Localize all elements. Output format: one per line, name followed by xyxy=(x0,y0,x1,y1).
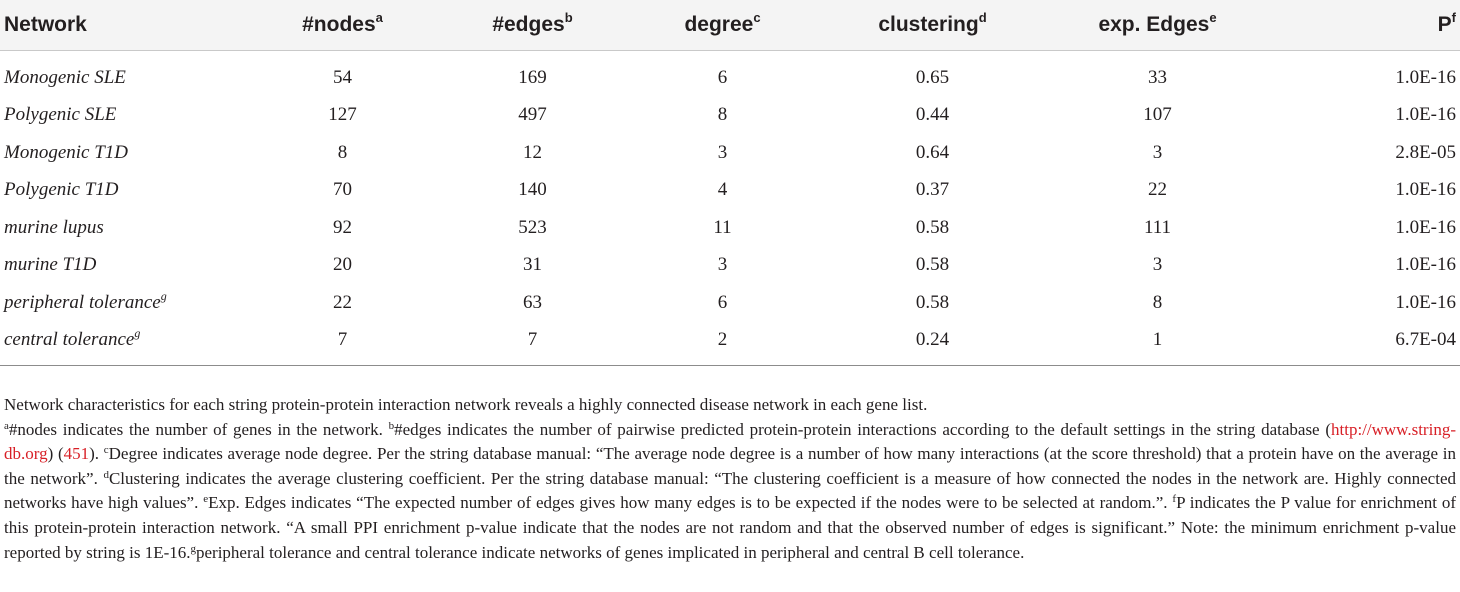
cell-exp-edges: 1 xyxy=(1050,322,1265,366)
cell-edges: 140 xyxy=(518,179,547,201)
footnote-b-text-3: ). xyxy=(89,444,104,464)
cell-network: central tolerance$^g$ xyxy=(0,322,250,366)
cell-edges: 169 xyxy=(518,66,547,88)
cell-p: 1.0E-16 xyxy=(1395,216,1456,238)
footnote-d: Clustering indicates the average clustering coefficient. Per the string database manual: “The clustering coefficient is a measure of how connected the nodes in the network are. Highly connected networks have high values”. xyxy=(4,468,1456,513)
cell-degree: 6 xyxy=(717,66,728,88)
table-caption: Network characteristics for each string protein-protein interaction network reveals a highly connected disease network in each gene list. xyxy=(4,395,928,414)
cell-network: murine lupus xyxy=(4,216,104,238)
footnote-a-mark: a xyxy=(4,419,9,432)
cell-clustering: 0.65 xyxy=(915,66,950,88)
cell-nodes: 20 xyxy=(333,254,352,276)
table-row xyxy=(0,172,1460,210)
footnote-a: #nodes indicates the number of genes in the network. xyxy=(8,419,389,439)
table-row xyxy=(0,97,1460,135)
cell-degree: 6 xyxy=(717,291,728,313)
cell-p: 1.0E-16 xyxy=(1395,104,1456,126)
cell-edges: 523 xyxy=(518,216,547,238)
cell-edges: 12 xyxy=(523,141,542,163)
cell-p: 6.7E-04 xyxy=(1265,322,1460,366)
cell-clustering: 0.44 xyxy=(915,104,950,126)
table-header-row xyxy=(0,0,1460,51)
cell-edges: 7 xyxy=(435,322,630,366)
cell-network: peripheral tolerance$^g$ xyxy=(4,288,167,313)
cell-exp-edges: 111 xyxy=(1143,216,1172,238)
cell-clustering: 0.24 xyxy=(815,322,1050,366)
cell-nodes: 70 xyxy=(333,179,352,201)
cell-edges: 31 xyxy=(523,254,542,276)
header-p: $P^f$ xyxy=(1265,0,1460,51)
cell-network: Polygenic SLE xyxy=(4,104,117,126)
header-exp-edges: exp. Edges$^e$ xyxy=(1050,0,1265,51)
footnote-c-mark: c xyxy=(103,444,109,457)
footnote-f: P indicates the P value for enrichment of this protein-protein interaction network. “A small PPI enrichment p-value indicate that the nodes are not random and that the observed number of edges is significant.” Note: the minimum enrichment p-value reported by string is 1E-16. xyxy=(4,493,1456,562)
header-clustering: clustering$^d$ xyxy=(815,0,1050,51)
table-row xyxy=(0,134,1460,172)
footnote-e-mark: e xyxy=(203,493,209,506)
cell-clustering: 0.58 xyxy=(915,254,950,276)
cell-edges: 497 xyxy=(518,104,547,126)
cell-degree: 3 xyxy=(717,141,728,163)
cell-nodes: 92 xyxy=(333,216,352,238)
cell-p: 1.0E-16 xyxy=(1395,291,1456,313)
footnote-block xyxy=(4,418,1456,566)
cell-nodes: 54 xyxy=(333,66,352,88)
footnote-mark: g xyxy=(160,288,167,303)
cell-p: 1.0E-16 xyxy=(1395,254,1456,276)
footnote-g: peripheral tolerance and central tolerance indicate networks of genes implicated in peripheral and central B cell tolerance. xyxy=(196,542,1025,562)
table-row xyxy=(0,247,1460,285)
header-degree: degree$^c$ xyxy=(630,0,815,51)
table-row xyxy=(0,322,1460,366)
cell-nodes: 8 xyxy=(337,141,348,163)
string-db-link[interactable]: http://www.string-db.org xyxy=(4,419,1456,464)
cell-degree: 11 xyxy=(713,216,732,238)
table-row xyxy=(0,284,1460,322)
footnote-b-text-2: ) ( xyxy=(47,444,64,464)
cell-p: 1.0E-16 xyxy=(1395,179,1456,201)
cell-exp-edges: 107 xyxy=(1143,104,1172,126)
footnote-e: Exp. Edges indicates “The expected number of edges gives how many edges is to be expected if the nodes were to be selected at random.”. xyxy=(208,493,1173,513)
footnote-b-mark: b xyxy=(388,419,395,432)
cell-degree: 8 xyxy=(717,104,728,126)
table-row xyxy=(0,51,1460,97)
footnote-d-mark: d xyxy=(103,468,109,481)
cell-p: 1.0E-16 xyxy=(1395,66,1456,88)
header-edges: #edges$^b$ xyxy=(435,0,630,51)
header-network: Network xyxy=(0,0,250,51)
cell-exp-edges: 22 xyxy=(1148,179,1167,201)
cell-nodes: 127 xyxy=(328,104,357,126)
reference-451-link[interactable]: 451 xyxy=(63,444,90,464)
cell-clustering: 0.58 xyxy=(915,291,950,313)
header-nodes: #nodes$^a$ xyxy=(250,0,435,51)
footnote-mark: g xyxy=(134,326,141,341)
cell-network: Monogenic T1D xyxy=(4,141,129,163)
cell-exp-edges: 3 xyxy=(1152,141,1163,163)
footnote-g-mark: g xyxy=(190,542,196,555)
cell-degree: 3 xyxy=(717,254,728,276)
footnote-f-mark: f xyxy=(1172,493,1177,506)
cell-network: Monogenic SLE xyxy=(4,66,126,88)
cell-degree: 2 xyxy=(630,322,815,366)
table-row xyxy=(0,209,1460,247)
table-body xyxy=(0,51,1460,366)
footnote-b-text-1: #edges indicates the number of pairwise predicted protein-protein interactions according to the default settings in the string database ( xyxy=(394,419,1331,439)
cell-edges: 63 xyxy=(523,291,542,313)
cell-exp-edges: 8 xyxy=(1152,291,1163,313)
cell-p: 2.8E-05 xyxy=(1395,141,1456,163)
cell-clustering: 0.58 xyxy=(915,216,950,238)
cell-exp-edges: 33 xyxy=(1148,66,1167,88)
cell-nodes: 7 xyxy=(250,322,435,366)
cell-network: Polygenic T1D xyxy=(4,179,119,201)
cell-degree: 4 xyxy=(717,179,728,201)
cell-clustering: 0.64 xyxy=(915,141,950,163)
cell-nodes: 22 xyxy=(333,291,352,313)
cell-clustering: 0.37 xyxy=(915,179,950,201)
footnote-c: Degree indicates average node degree. Per the string database manual: “The average node degree is a number of how many interactions (at the score threshold) that a protein have on the average in the network”. xyxy=(4,444,1456,488)
table-footnotes xyxy=(4,393,1456,565)
cell-network: murine T1D xyxy=(4,254,97,276)
cell-exp-edges: 3 xyxy=(1152,254,1163,276)
